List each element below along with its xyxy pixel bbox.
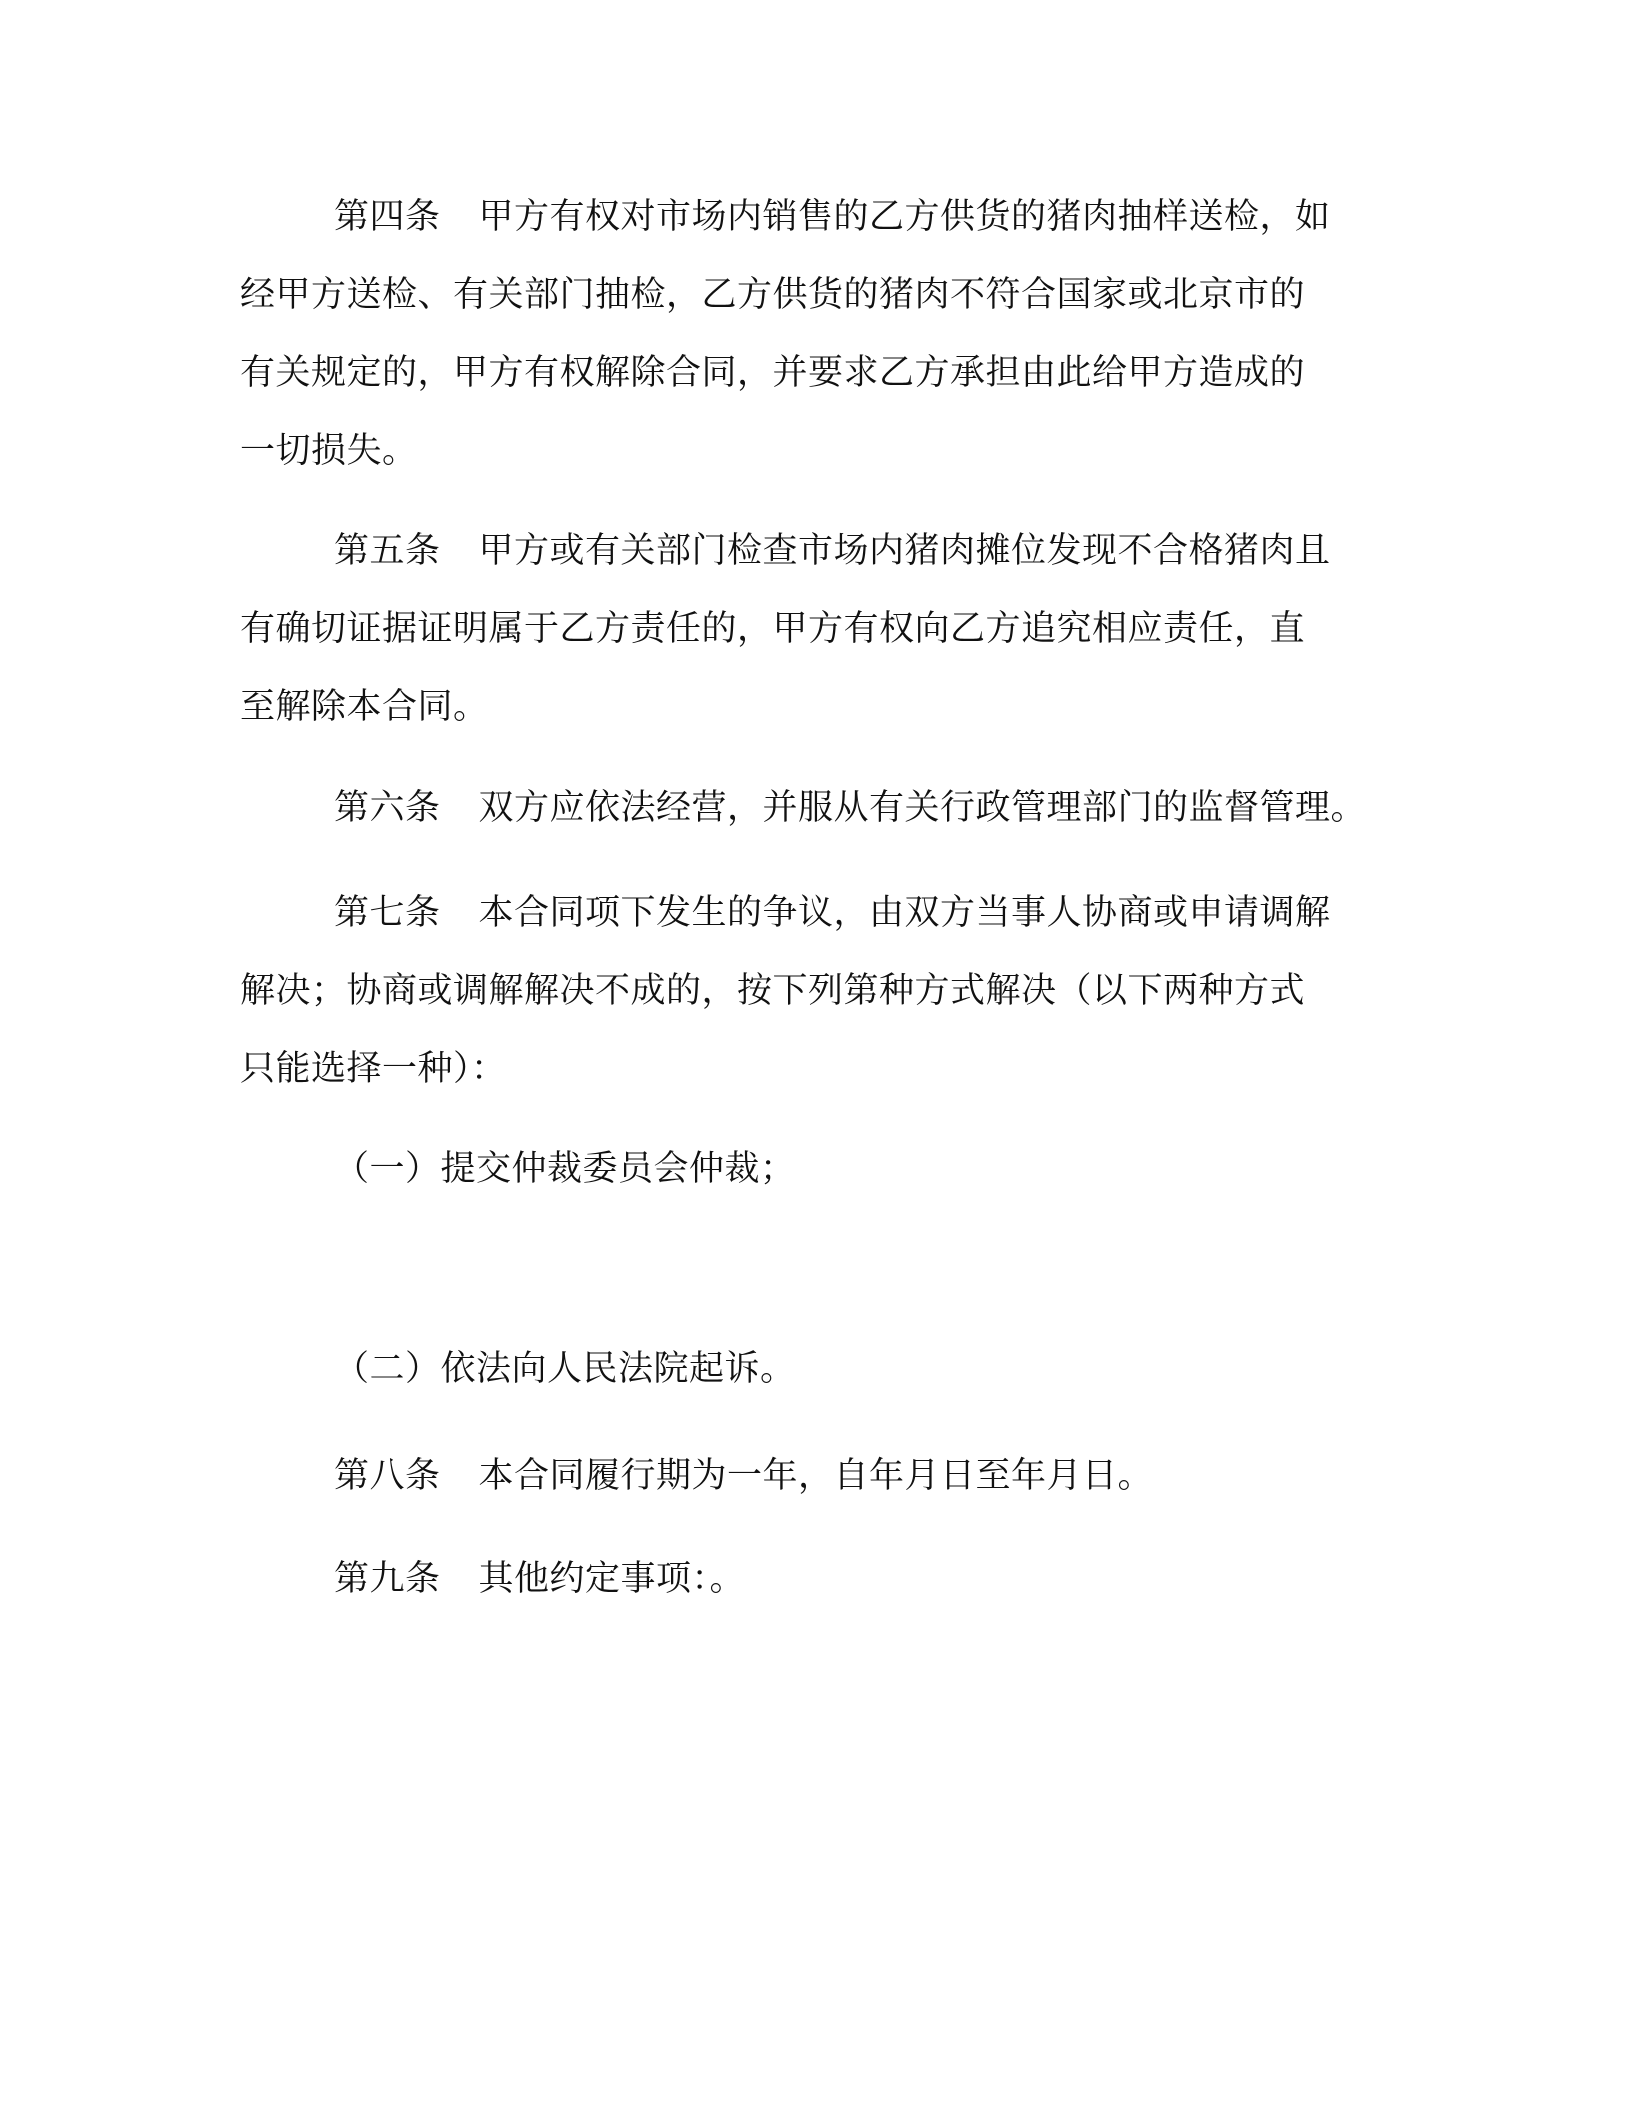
article-8-text-1: 本合同履行期为一年，自年月日至年月日。	[478, 1456, 1154, 1496]
article-8	[240, 1437, 1420, 1515]
article-4-line-2: 经甲方送检、有关部门抽检，乙方供货的猪肉不符合国家或北京市的	[240, 275, 1306, 315]
article-4-number: 第四条	[334, 197, 441, 237]
article-7-option-2	[334, 1330, 1514, 1408]
article-5-text-1: 甲方或有关部门检查市场内猪肉摊位发现不合格猪肉且	[478, 531, 1331, 571]
option-1-text: （一）提交仲裁委员会仲裁；	[334, 1149, 796, 1189]
article-7-text-1: 本合同项下发生的争议，由双方当事人协商或申请调解	[478, 893, 1331, 933]
article-7-line-3: 只能选择一种）：	[240, 1049, 507, 1089]
article-4-line-3: 有关规定的，甲方有权解除合同，并要求乙方承担由此给甲方造成的	[240, 353, 1306, 393]
article-4	[240, 178, 1420, 490]
article-5	[240, 512, 1420, 746]
article-6	[240, 769, 1420, 847]
article-7-number: 第七条	[334, 893, 441, 933]
article-9-number: 第九条	[334, 1559, 441, 1599]
article-6-number: 第六条	[334, 788, 441, 828]
article-7-line-2: 解决；协商或调解解决不成的，按下列第种方式解决（以下两种方式	[240, 971, 1306, 1011]
article-7-line-1	[240, 874, 1420, 952]
article-5-line-1	[240, 512, 1420, 590]
article-6-text-1: 双方应依法经营，并服从有关行政管理部门的监督管理。	[478, 788, 1367, 828]
article-8-line-1	[240, 1437, 1420, 1515]
article-8-number: 第八条	[334, 1456, 441, 1496]
article-9-line-1	[240, 1540, 1420, 1618]
option-2-text: （二）依法向人民法院起诉。	[334, 1349, 796, 1389]
article-5-number: 第五条	[334, 531, 441, 571]
article-9	[240, 1540, 1420, 1618]
article-4-line-1	[240, 178, 1420, 256]
article-7	[240, 874, 1420, 1108]
article-4-line-4: 一切损失。	[240, 431, 418, 471]
article-5-line-3: 至解除本合同。	[240, 687, 489, 727]
article-5-line-2: 有确切证据证明属于乙方责任的，甲方有权向乙方追究相应责任，直	[240, 609, 1306, 649]
article-4-text-1: 甲方有权对市场内销售的乙方供货的猪肉抽样送检，如	[478, 197, 1331, 237]
article-6-line-1	[240, 769, 1420, 847]
article-9-text-1: 其他约定事项：。	[478, 1559, 746, 1599]
article-7-option-1	[334, 1130, 1514, 1208]
